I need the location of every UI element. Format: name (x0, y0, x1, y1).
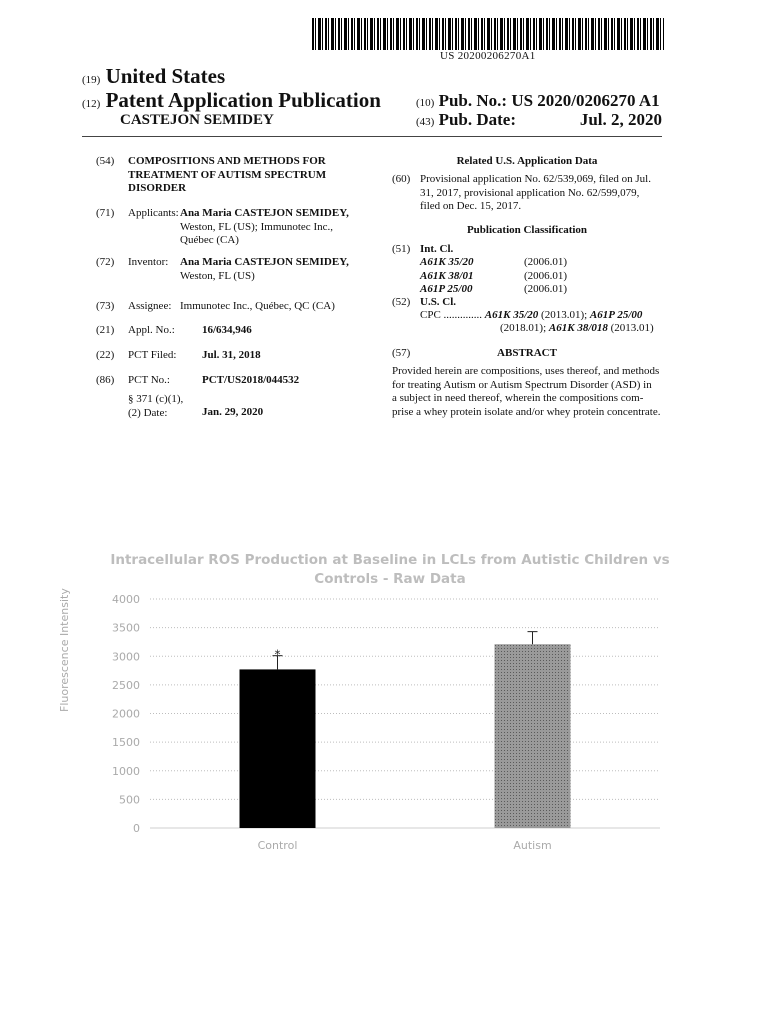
pub-type: Patent Application Publication (105, 88, 381, 112)
code-12: (12) (82, 98, 101, 110)
significance-marker: * (274, 647, 281, 662)
intcl-class: A61K 38/01 (420, 269, 474, 282)
cpc-year: (2018.01); (500, 322, 547, 334)
country: United States (105, 64, 226, 88)
y-tick-label: 1000 (112, 764, 140, 778)
prov-line: filed on Dec. 15, 2017. (420, 200, 522, 212)
prov-line: Provisional application No. 62/539,069, filed on Jul. (420, 173, 651, 185)
abstract-line: a subject in need thereof, wherein the compositions com- (392, 392, 644, 404)
intcl-year: (2006.01) (524, 269, 568, 282)
title-line: COMPOSITIONS AND METHODS FOR (128, 155, 326, 167)
abstract-code: (57) (392, 347, 411, 359)
pub-date: Jul. 2, 2020 (579, 110, 662, 129)
inventor-header: CASTEJON SEMIDEY (120, 112, 274, 128)
title-line: DISORDER (128, 182, 187, 194)
cpc-label: CPC (420, 309, 441, 321)
cpc-year: (2013.01); (541, 309, 588, 321)
pct-no-code: (86) (96, 374, 115, 386)
chart-title-line: Intracellular ROS Production at Baseline in LCLs from Autistic Children vs (110, 552, 670, 568)
inventor-code: (72) (96, 256, 115, 268)
uscl-label: U.S. Cl. (420, 296, 457, 308)
code-19: (19) (82, 74, 101, 86)
s371-label-1: § 371 (c)(1), (128, 393, 184, 405)
abstract-heading: ABSTRACT (497, 347, 557, 359)
intcl-code: (51) (392, 243, 411, 255)
assignee: Immunotec Inc., Québec, QC (CA) (180, 300, 335, 312)
s371-date: Jan. 29, 2020 (202, 406, 264, 418)
y-tick-label: 0 (133, 822, 140, 835)
related-heading: Related U.S. Application Data (456, 155, 598, 167)
title-line: TREATMENT OF AUTISM SPECTRUM (128, 168, 327, 181)
intcl-year: (2006.01) (524, 283, 568, 295)
cpc-year: (2013.01) (610, 322, 654, 334)
applicants-code: (71) (96, 207, 115, 219)
y-tick-label: 2000 (112, 707, 140, 721)
code-10: (10) (416, 97, 435, 109)
prov-code: (60) (392, 173, 411, 185)
applicant-line: Weston, FL (US); Immunotec Inc., (180, 220, 333, 233)
appl-code: (21) (96, 324, 115, 336)
code-43: (43) (416, 116, 435, 128)
intcl-year: (2006.01) (524, 256, 568, 268)
appl-label: Appl. No.: (128, 324, 175, 336)
pct-no-label: PCT No.: (128, 374, 170, 386)
x-tick-label: Autism (513, 839, 552, 852)
y-tick-label: 3500 (112, 621, 140, 635)
y-tick-label: 2500 (112, 678, 140, 692)
pct-no: PCT/US2018/044532 (202, 374, 300, 386)
pub-no-label: Pub. No.: (438, 91, 508, 110)
pct-filed-label: PCT Filed: (128, 349, 177, 361)
intcl-class: A61P 25/00 (420, 283, 473, 295)
prov-line: 31, 2017, provisional application No. 62/599,079, (420, 186, 640, 199)
y-tick-label: 4000 (112, 593, 140, 606)
barcode-number: US 20200206270A1 (440, 50, 536, 62)
x-tick-label: Control (257, 839, 298, 852)
y-axis-label: Fluorescence Intensity (58, 588, 71, 712)
appl-no: 16/634,946 (202, 324, 252, 336)
applicant-line: Québec (CA) (180, 234, 239, 246)
applicants-label: Applicants: (128, 207, 179, 219)
assignee-code: (73) (96, 300, 115, 312)
inventor-label: Inventor: (128, 256, 169, 268)
cpc-class: A61P 25/00 (589, 309, 643, 321)
cpc-dots: .............. (443, 309, 483, 321)
pub-date-label: Pub. Date: (438, 110, 517, 129)
title-code: (54) (96, 155, 115, 167)
s371-label-2: (2) Date: (128, 406, 168, 419)
bar-control (240, 669, 316, 828)
pub-no: US 2020/0206270 A1 (511, 91, 660, 110)
y-tick-label: 1500 (112, 736, 140, 750)
pct-filed: Jul. 31, 2018 (202, 349, 261, 361)
cpc-class: A61K 38/018 (548, 322, 608, 334)
inventor-line: Ana Maria CASTEJON SEMIDEY, (180, 256, 349, 268)
y-tick-label: 500 (119, 793, 140, 807)
y-tick-label: 3000 (112, 650, 140, 664)
abstract-line: for treating Autism or Autism Spectrum Disorder (ASD) in (392, 378, 652, 391)
uscl-code: (52) (392, 296, 411, 308)
bar-autism (495, 644, 571, 828)
classification-heading: Publication Classification (466, 224, 588, 236)
abstract-line: prise a whey protein isolate and/or whey protein concentrate. (392, 405, 661, 418)
cpc-class: A61K 35/20 (484, 309, 539, 321)
applicant-line: Ana Maria CASTEJON SEMIDEY, (180, 207, 349, 219)
intcl-label: Int. Cl. (420, 243, 454, 255)
chart-title-line: Controls - Raw Data (314, 571, 466, 587)
abstract-line: Provided herein are compositions, uses thereof, and methods (392, 365, 660, 377)
inventor-line: Weston, FL (US) (180, 269, 255, 282)
assignee-label: Assignee: (128, 300, 172, 312)
intcl-class: A61K 35/20 (420, 256, 474, 268)
pct-filed-code: (22) (96, 349, 115, 361)
